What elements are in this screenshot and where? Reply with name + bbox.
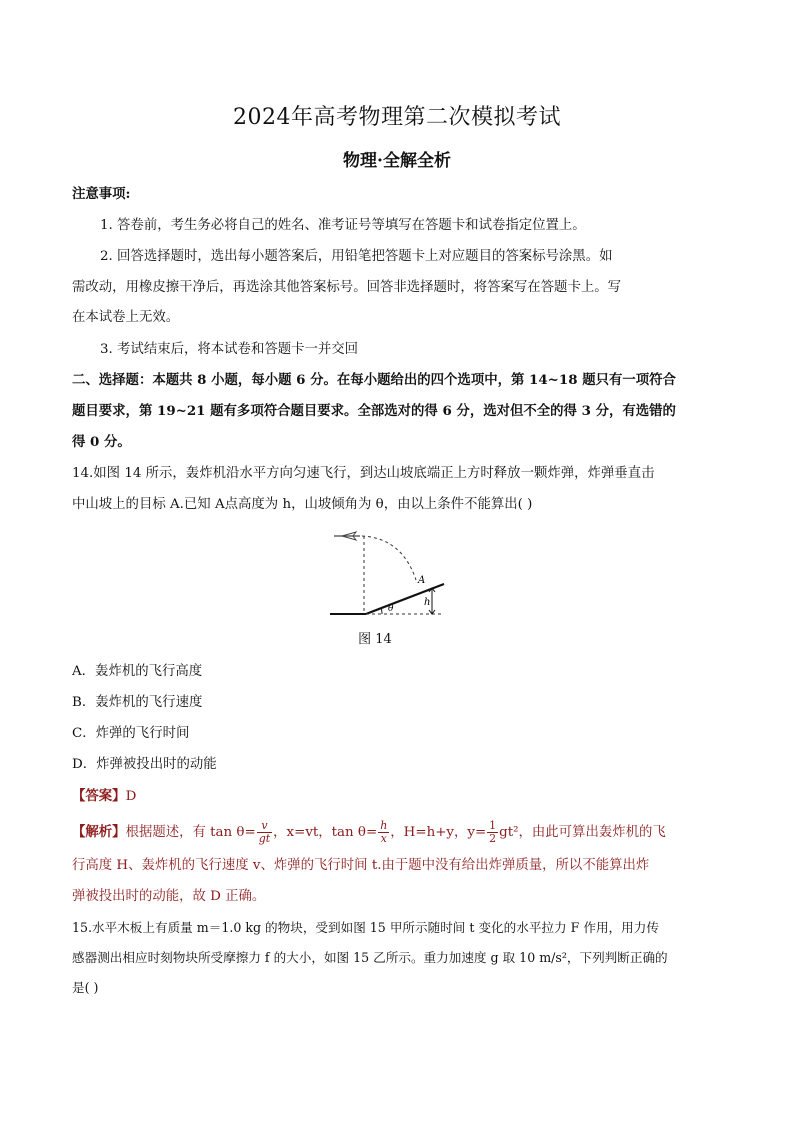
analysis-tag: 【解析】 — [72, 824, 126, 840]
q14-option-c: C．炸弹的飞行时间 — [72, 726, 190, 741]
analysis-text-3: ，H=h+y，y= — [390, 825, 487, 840]
q14-option-d: D．炸弹被投出时的动能 — [72, 757, 217, 772]
q14-answer — [72, 786, 732, 807]
q14-option-b: B．轰炸机的飞行速度 — [72, 695, 203, 710]
exam-subtitle: 物理·全解全析 — [343, 151, 451, 171]
notes-item-2-line-3: 在本试卷上无效。 — [72, 310, 180, 325]
analysis-text-1: 根据题述，有 tan θ= — [125, 825, 256, 840]
notes-item-3: 3. 考试结束后，将本试卷和答题卡一并交回 — [100, 342, 359, 357]
analysis-text-4: gt²，由此可算出轰炸机的飞 — [499, 825, 666, 840]
q15-stem-line-3: 是( ) — [72, 980, 99, 995]
notes-item-1: 1. 答卷前，考生务必将自己的姓名、准考证号等填写在答题卡和试卷指定位置上。 — [100, 218, 586, 233]
exam-title: 2024年高考物理第二次模拟考试 — [233, 105, 561, 130]
q14-analysis-line-3: 弹被投出时的动能，故 D 正确。 — [72, 889, 266, 904]
frac-one-half: $\frac{1}{2}$ — [489, 819, 497, 845]
q14-figure-caption: 图 14 — [358, 632, 392, 647]
q15-stem-line-1: 15.水平木板上有质量 m＝1.0 kg 的物块，受到如图 15 甲所示随时间 t 变化的水平拉力 F 作用，用力传 — [72, 920, 659, 935]
q14-analysis-line-1 — [72, 820, 732, 845]
q14-figure — [320, 528, 450, 628]
q15-stem-line-2: 感器测出相应时刻物块所受摩擦力 f 的大小，如图 15 乙所示。重力加速度 g 取 10 m/s²，下列判断正确的 — [72, 950, 668, 965]
q14-stem-line-2: 中山坡上的目标 A.已知 A点高度为 h，山坡倾角为 θ，由以上条件不能算出( ) — [72, 497, 533, 512]
notes-heading: 注意事项: — [72, 186, 131, 202]
bomb-trajectory — [362, 536, 416, 580]
frac-v-over-gt: $\frac{v}{gt}$ — [258, 819, 271, 845]
q14-option-a: A．轰炸机的飞行高度 — [72, 664, 203, 679]
frac-h-over-x: $\frac{h}{x}$ — [380, 819, 388, 845]
notes-item-2-line-1: 2. 回答选择题时，选出每小题答案后，用铅笔把答题卡上对应题目的答案标号涂黑。如 — [100, 249, 613, 264]
section-instructions-line-3: 得 0 分。 — [72, 434, 131, 450]
label-a: A — [418, 575, 426, 586]
label-h: h — [424, 597, 431, 608]
section-instructions-line-1: 二、选择题：本题共 8 小题，每小题 6 分。在每小题给出的四个选项中，第 14~18 题只有一项符合 — [72, 372, 676, 388]
answer-tag: 【答案】 — [72, 788, 126, 804]
analysis-text-2: ，x=vt，tan θ= — [273, 825, 378, 840]
section-instructions-line-2: 题目要求，第 19~21 题有多项符合题目要求。全部选对的得 6 分，选对但不全的得 3 分，有选错的 — [72, 403, 676, 419]
q14-analysis-line-2: 行高度 H、轰炸机的飞行速度 v、炸弹的飞行时间 t.由于题中没有给出炸弹质量，所以不能算出炸 — [72, 858, 650, 873]
label-theta: θ — [388, 604, 394, 614]
notes-item-2-line-2: 需改动，用橡皮擦干净后，再选涂其他答案标号。回答非选择题时，将答案写在答题卡上。写 — [72, 280, 622, 295]
q14-stem-line-1: 14.如图 14 所示，轰炸机沿水平方向匀速飞行，到达山坡底端正上方时释放一颗炸弹，炸弹垂直击 — [72, 466, 655, 481]
answer-value: D — [125, 789, 137, 804]
